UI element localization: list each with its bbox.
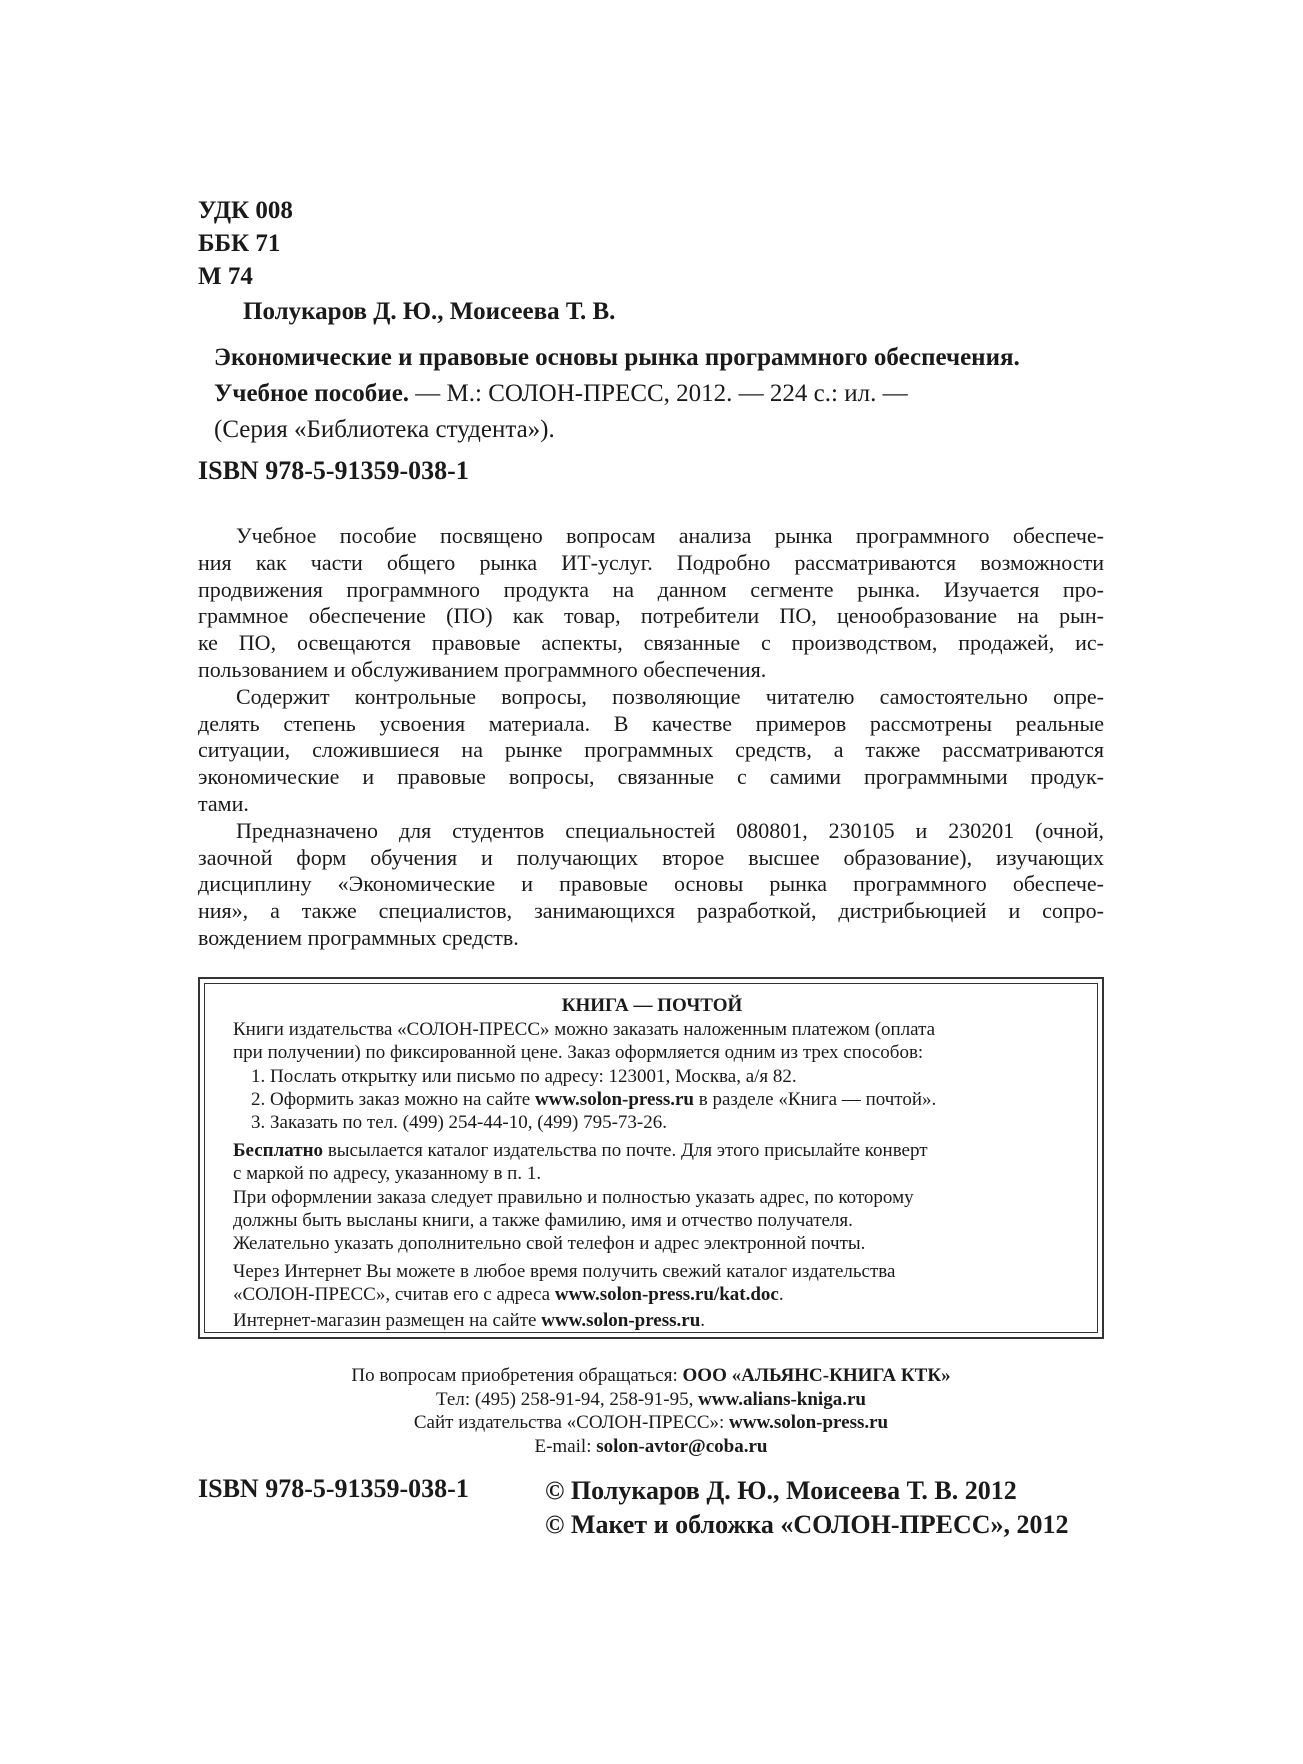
publication-details <box>214 376 1020 412</box>
mail-order-intro-line: при получении) по фиксированной цене. Заказ оформляется одним из трех способов: <box>233 1042 924 1064</box>
distributor-line <box>198 1364 1104 1388</box>
internet-catalog-line-2 <box>233 1283 1071 1306</box>
classification-codes <box>198 194 293 293</box>
order-methods-list <box>233 1065 1071 1135</box>
online-shop-text: Интернет-магазин размещен на сайте <box>233 1309 542 1331</box>
abstract-paragraph <box>198 818 1104 952</box>
order-method-1: 1. Послать открытку или письмо по адресу: 123001, Москва, а/я 82. <box>251 1065 797 1087</box>
order-instructions-line: При оформлении заказа следует правильно и полностью указать адрес, по которому <box>233 1186 914 1208</box>
publisher-info: — М.: СОЛОН-ПРЕСС, 2012. — 224 с.: ил. — <box>409 380 908 407</box>
abstract <box>198 523 1104 952</box>
udk-code: УДК 008 <box>198 197 293 224</box>
purchase-contacts <box>198 1364 1104 1458</box>
email-label: E-mail: <box>534 1435 597 1457</box>
free-catalog-line <box>233 1139 1071 1162</box>
abstract-line: дисциплину «Экономические и правовые основы рынка программного обеспече- <box>198 871 1104 897</box>
book-title: Экономические и правовые основы рынка программного обеспечения. <box>214 344 1020 371</box>
solon-website-link[interactable]: www.solon-press.ru <box>534 1088 694 1110</box>
free-catalog-line-2: с маркой по адресу, указанному в п. 1. <box>233 1163 542 1185</box>
mail-order-intro-line: Книги издательства «СОЛОН-ПРЕСС» можно заказать наложенным платежом (оплата <box>233 1019 936 1041</box>
abstract-line: ния как части общего рынка ИТ-услуг. Подробно рассматриваются возможности <box>198 549 1104 575</box>
internet-catalog-suffix: . <box>778 1284 784 1306</box>
catalog-download-link[interactable]: www.solon-press.ru/kat.doc <box>554 1284 779 1306</box>
authors: Полукаров Д. Ю., Моисеева Т. В. <box>243 298 616 325</box>
publisher-site-label: Сайт издательства «СОЛОН-ПРЕСС»: <box>413 1412 730 1433</box>
online-shop-link[interactable]: www.solon-press.ru <box>541 1309 701 1331</box>
abstract-line: ке ПО, освещаются правовые аспекты, связанные с производством, продажей, ис- <box>198 630 1104 656</box>
abstract-line: Содержит контрольные вопросы, позволяющие читателю самостоятельно опре- <box>236 683 1104 709</box>
abstract-line: заочной форм обучения и получающих второе высшее образование), изучающих <box>198 844 1104 870</box>
series-name: (Серия «Библиотека студента»). <box>214 416 555 443</box>
abstract-line: экономические и правовые вопросы, связанные с самими программными продук- <box>198 764 1104 790</box>
publisher-website-link[interactable]: www.solon-press.ru <box>729 1412 889 1433</box>
abstract-paragraph <box>198 523 1104 684</box>
abstract-line: вождением программных средств. <box>198 924 519 950</box>
internet-catalog-line: Через Интернет Вы можете в любое время получить свежий каталог издательства <box>233 1261 896 1283</box>
order-instructions-line: Желательно указать дополнительно свой телефон и адрес электронной почты. <box>233 1233 866 1255</box>
distributor-name: ООО «АЛЬЯНС-КНИГА КТК» <box>682 1365 951 1386</box>
phone-line <box>198 1388 1104 1412</box>
internet-catalog-text: «СОЛОН-ПРЕСС», считав его с адреса <box>233 1284 555 1306</box>
mail-order-title: КНИГА — ПОЧТОЙ <box>561 995 743 1016</box>
online-shop-suffix: . <box>700 1309 706 1331</box>
order-method-2 <box>251 1088 1071 1111</box>
phone-numbers: Тел: (495) 258-91-94, 258-91-95, <box>436 1388 699 1410</box>
publisher-site-line <box>198 1411 1104 1435</box>
abstract-paragraph <box>198 684 1104 818</box>
abstract-line: ния», а также специалистов, занимающихся разработкой, дистрибьюцией и сопро- <box>198 898 1104 924</box>
copyright-authors: © Полукаров Д. Ю., Моисеева Т. В. 2012 <box>545 1476 1017 1505</box>
abstract-line: продвижения программного продукта на данном сегменте рынка. Изучается про- <box>198 576 1104 602</box>
abstract-line: делять степень усвоения материала. В качестве примеров рассмотрены реальные <box>198 710 1104 736</box>
online-shop-line <box>233 1309 1071 1332</box>
copyright-block <box>545 1474 1069 1542</box>
distributor-label: По вопросам приобретения обращаться: <box>351 1365 683 1386</box>
mail-order-box <box>198 977 1104 1339</box>
free-catalog-text: высылается каталог издательства по почте. Для этого присылайте конверт <box>323 1140 928 1162</box>
order-method-2-suffix: в разделе «Книга — почтой». <box>694 1088 937 1110</box>
abstract-line: Учебное пособие посвящено вопросам анализа рынка программного обеспече- <box>236 523 1104 548</box>
bbk-code: ББК 71 <box>198 230 281 257</box>
abstract-line: Предназначено для студентов специальностей 080801, 230105 и 230201 (очной, <box>236 817 1104 843</box>
mail-order-box-inner <box>204 983 1098 1333</box>
copyright-layout: © Макет и обложка «СОЛОН-ПРЕСС», 2012 <box>545 1510 1069 1539</box>
abstract-line: тами. <box>198 790 249 816</box>
order-method-2-text: 2. Оформить заказ можно на сайте <box>251 1088 535 1110</box>
abstract-line: пользованием и обслуживанием программного обеспечения. <box>198 656 767 682</box>
order-instructions-line: должны быть высланы книги, а также фамилию, имя и отчество получателя. <box>233 1209 853 1231</box>
book-type: Учебное пособие. <box>214 380 410 407</box>
abstract-line: ситуации, сложившиеся на рынке программных средств, а также рассматриваются <box>198 737 1104 763</box>
order-method-3: 3. Заказать по тел. (499) 254-44-10, (499) 795-73-26. <box>251 1112 667 1134</box>
email-line <box>198 1435 1104 1459</box>
author-mark: М 74 <box>198 263 253 290</box>
bibliographic-description <box>214 340 1020 448</box>
isbn-header: ISBN 978-5-91359-038-1 <box>198 456 469 485</box>
free-label: Бесплатно <box>233 1140 324 1162</box>
distributor-website-link[interactable]: www.alians-kniga.ru <box>698 1388 866 1410</box>
isbn-footer: ISBN 978-5-91359-038-1 <box>198 1474 469 1503</box>
abstract-line: граммное обеспечение (ПО) как товар, потребители ПО, ценообразование на рын- <box>198 603 1104 629</box>
email-link[interactable]: solon-avtor@coba.ru <box>596 1435 768 1457</box>
